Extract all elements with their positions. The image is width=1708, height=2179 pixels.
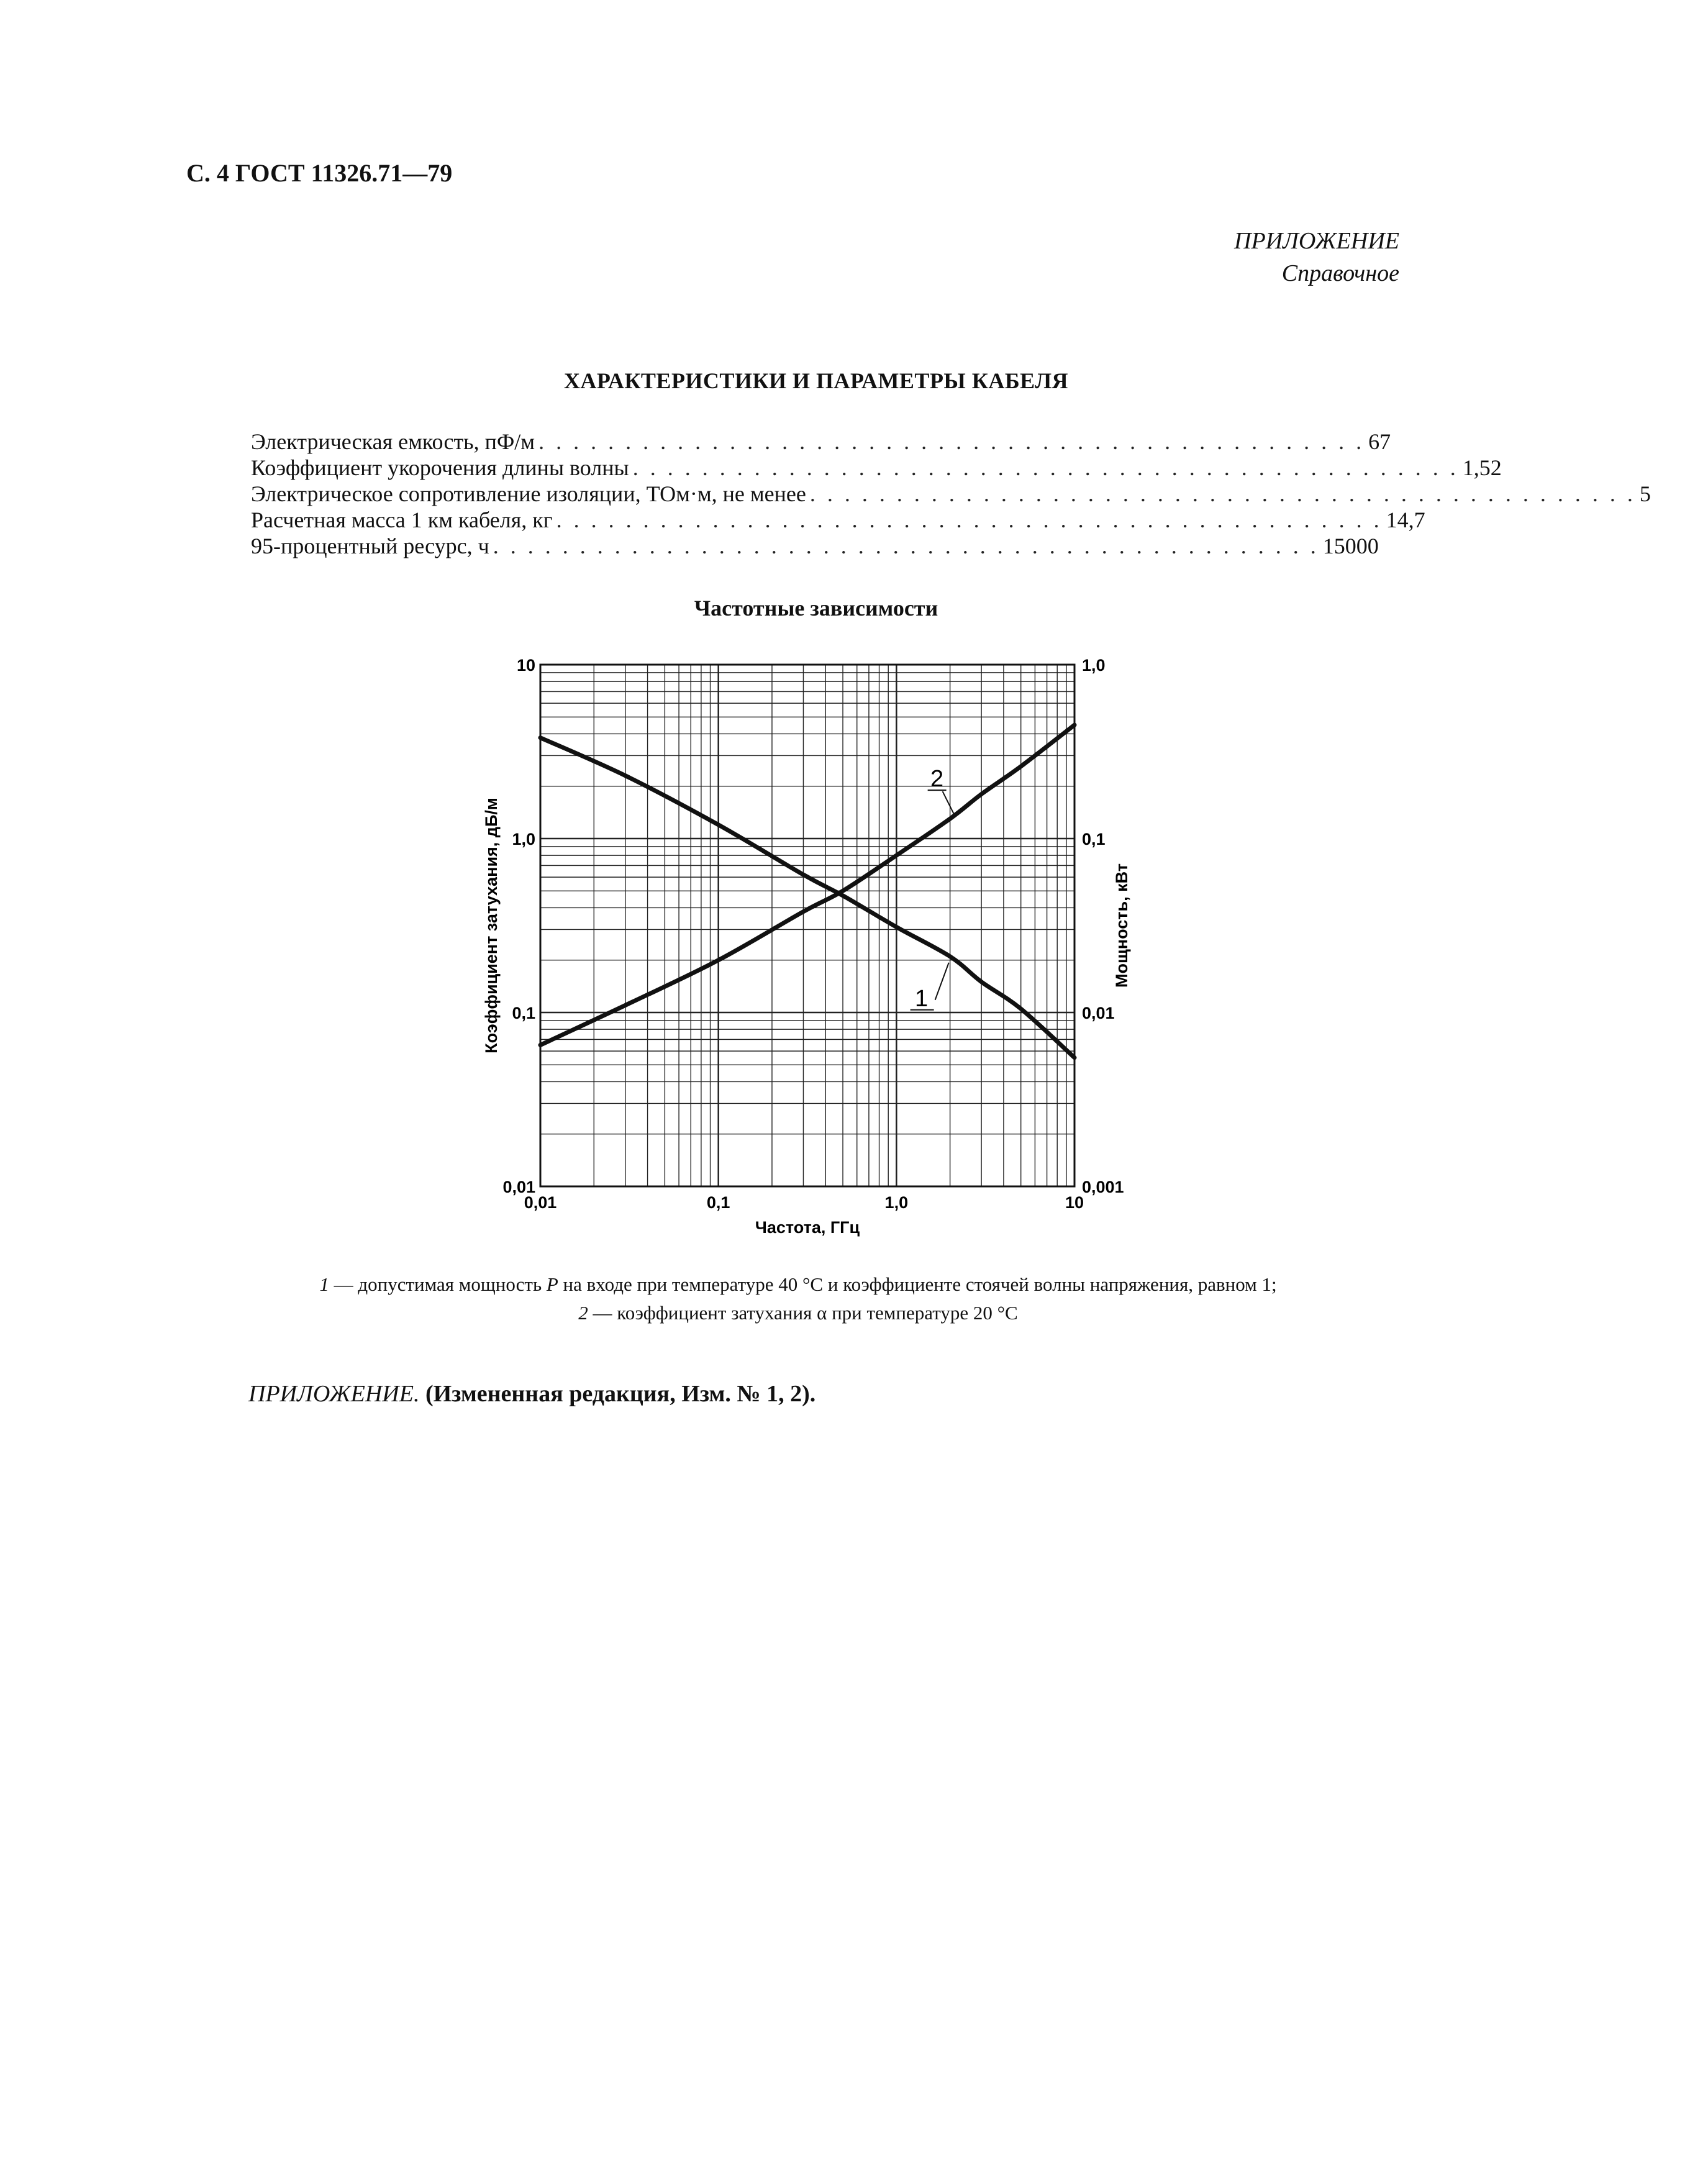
parameter-row — [251, 533, 1379, 559]
leader-dots: . . . . . . . . . . . . . . . . . . . . . . . . . . . . . . . . . . . . . . . . . . . . . . . . — [556, 507, 1383, 532]
tick-labels — [502, 656, 1124, 1212]
chart-title: Частотные зависимости — [694, 596, 938, 621]
y-right-tick-label: 0,1 — [1082, 830, 1106, 848]
y-right-tick-label: 1,0 — [1082, 656, 1106, 675]
leader-dots: . . . . . . . . . . . . . . . . . . . . . . . . . . . . . . . . . . . . . . . . . . . . . . . . — [538, 429, 1365, 454]
curve-1-leader — [935, 963, 949, 1000]
y-left-tick-label: 10 — [516, 656, 535, 675]
x-tick-label: 10 — [1065, 1193, 1084, 1212]
parameter-name: Коэффициент укорочения длины волны — [251, 455, 629, 480]
parameter-row — [251, 507, 1425, 533]
revision-note-label: ПРИЛОЖЕНИЕ. — [248, 1381, 420, 1407]
parameter-row — [251, 429, 1391, 455]
parameter-value: 5 — [1639, 481, 1651, 506]
curve-labels — [911, 766, 954, 1012]
x-tick-label: 1,0 — [884, 1193, 909, 1212]
leader-dots: . . . . . . . . . . . . . . . . . . . . . . . . . . . . . . . . . . . . . . . . . . . . . . . . — [632, 455, 1459, 480]
parameter-name: 95-процентный ресурс, ч — [251, 534, 489, 558]
parameter-row — [251, 455, 1502, 481]
curve-label-2: 2 — [930, 766, 944, 793]
caption-number: 1 — [319, 1273, 329, 1295]
parameter-value: 15000 — [1322, 534, 1379, 558]
page-header: С. 4 ГОСТ 11326.71—79 — [186, 159, 453, 187]
parameter-value: 14,7 — [1386, 507, 1425, 532]
caption-number: 2 — [578, 1302, 588, 1324]
section-title: ХАРАКТЕРИСТИКИ И ПАРАМЕТРЫ КАБЕЛЯ — [563, 368, 1069, 393]
y-left-tick-label: 0,1 — [512, 1004, 535, 1022]
y-axis-left-label: Коэффициент затухания, дБ/м — [482, 798, 501, 1053]
caption-text: — коэффициент затухания α при температуре 20 °С — [588, 1302, 1018, 1324]
plot-frame — [540, 665, 1074, 1186]
x-axis-label: Частота, ГГц — [755, 1218, 860, 1237]
figure-caption — [186, 1270, 1410, 1327]
parameter-name: Расчетная масса 1 км кабеля, кг — [251, 507, 553, 532]
curve-label-1: 1 — [915, 985, 929, 1012]
parameters-list — [251, 429, 1651, 559]
appendix-type: Справочное — [1281, 260, 1399, 286]
caption-text: на входе при температуре 40 °С и коэффициенте стоячей волны напряжения, равном 1; — [558, 1273, 1277, 1295]
parameter-name: Электрическая емкость, пФ/м — [251, 429, 535, 454]
parameter-value: 1,52 — [1462, 455, 1502, 480]
frequency-chart — [460, 640, 1155, 1261]
y-axis-right-label: Мощность, кВт — [1112, 863, 1131, 988]
parameter-row — [251, 481, 1651, 507]
x-tick-label: 0,01 — [524, 1193, 557, 1212]
y-left-tick-label: 0,01 — [502, 1178, 535, 1196]
curve-2-leader — [943, 791, 954, 814]
x-tick-label: 0,1 — [706, 1193, 730, 1212]
y-right-tick-label: 0,01 — [1082, 1004, 1115, 1022]
caption-variable: P — [546, 1273, 558, 1295]
caption-text: — допустимая мощность — [329, 1273, 547, 1295]
appendix-label — [1234, 225, 1399, 289]
y-right-tick-label: 0,001 — [1082, 1178, 1124, 1196]
leader-dots: . . . . . . . . . . . . . . . . . . . . . . . . . . . . . . . . . . . . . . . . . . . . . . . . — [809, 481, 1636, 506]
revision-note-text: (Измененная редакция, Изм. № 1, 2). — [425, 1381, 816, 1407]
parameter-value: 67 — [1368, 429, 1391, 454]
y-left-tick-label: 1,0 — [512, 830, 535, 848]
caption-line-2 — [186, 1299, 1410, 1327]
appendix-title: ПРИЛОЖЕНИЕ — [1234, 228, 1399, 254]
caption-line-1 — [186, 1270, 1410, 1299]
parameter-name: Электрическое сопротивление изоляции, ТОм·м, не менее — [251, 481, 806, 506]
revision-note — [248, 1380, 815, 1408]
leader-dots: . . . . . . . . . . . . . . . . . . . . . . . . . . . . . . . . . . . . . . . . . . . . . . . . — [493, 534, 1319, 558]
chart-grid — [540, 665, 1074, 1186]
